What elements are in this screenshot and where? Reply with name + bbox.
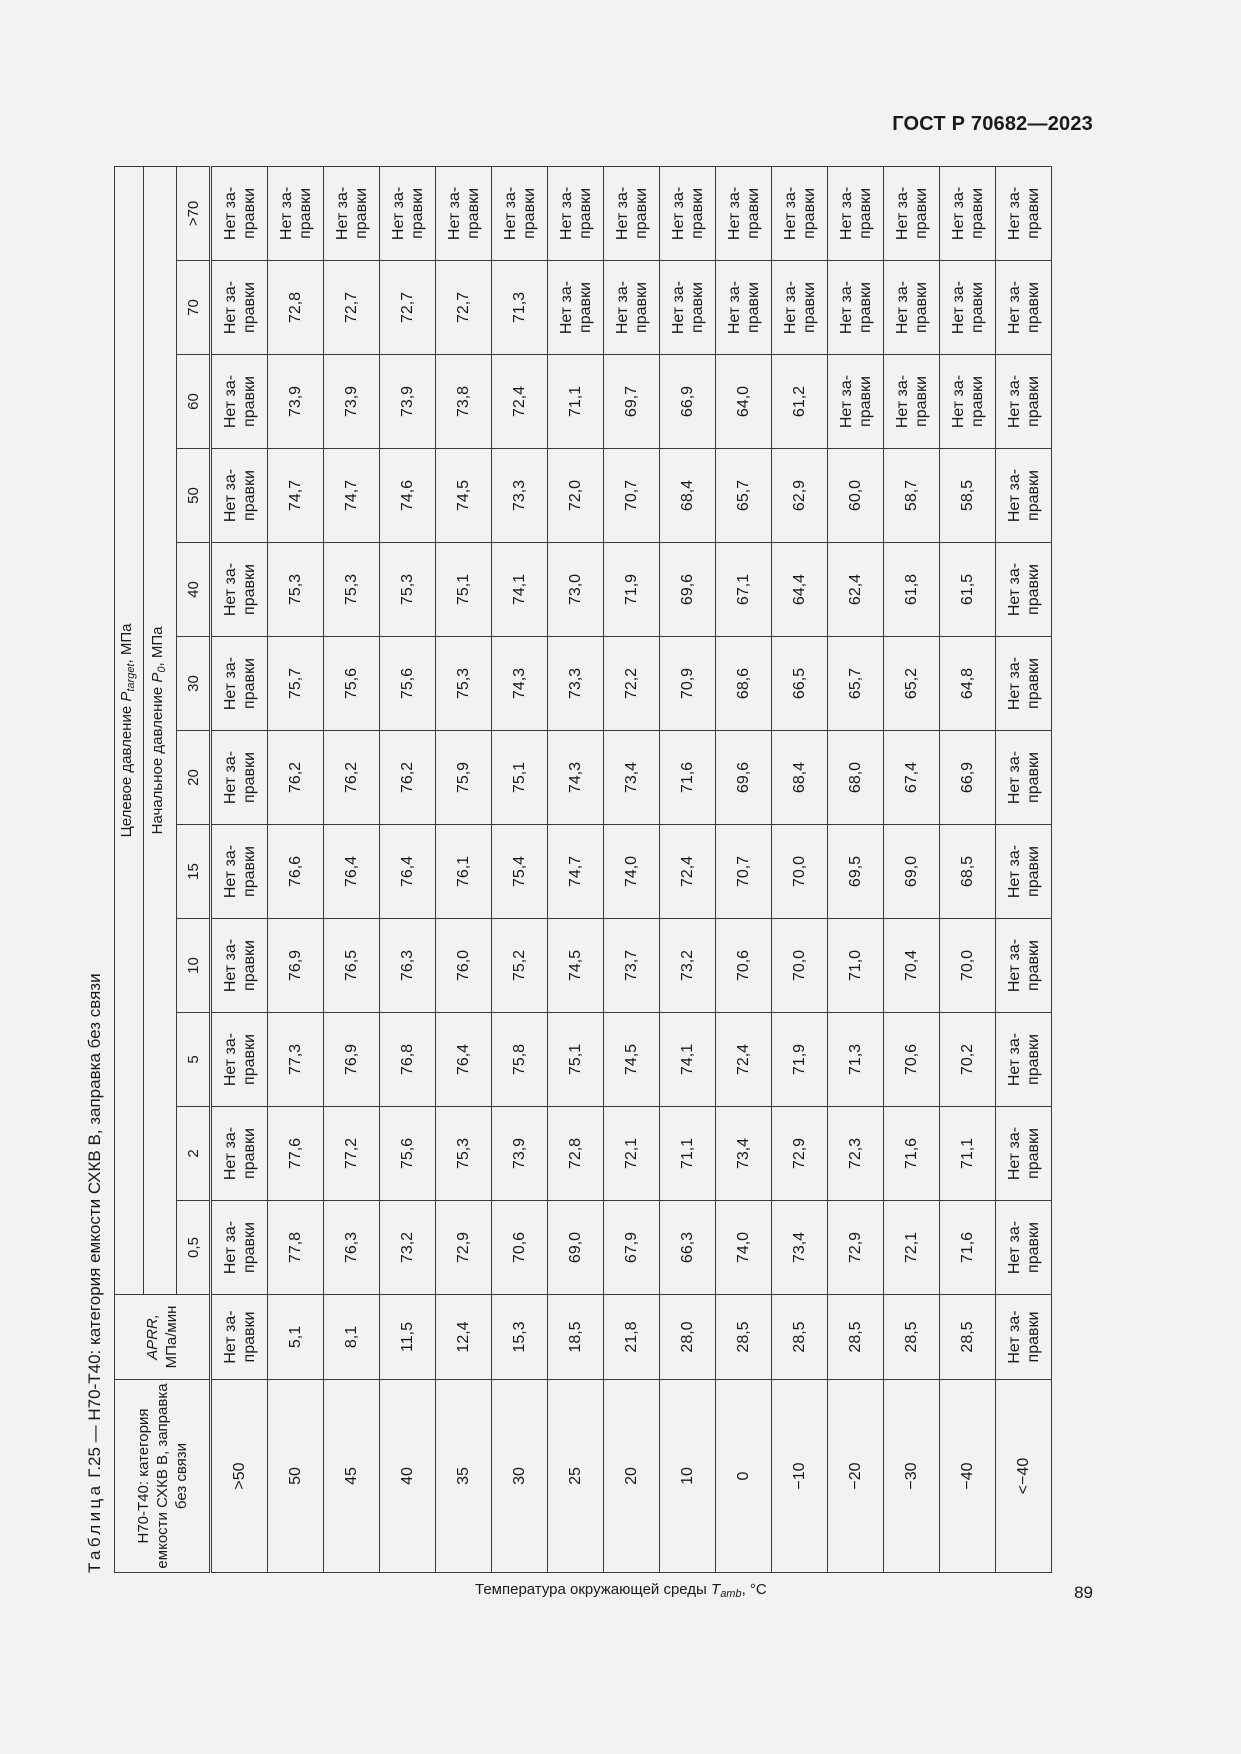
value-cell: 76,8 xyxy=(380,1013,436,1107)
aprr-cell: 5,1 xyxy=(268,1295,324,1380)
value-cell: 62,4 xyxy=(828,543,884,637)
value-cell: 66,3 xyxy=(660,1201,716,1295)
temperature-cell: 10 xyxy=(660,1380,716,1573)
value-cell: 76,4 xyxy=(380,825,436,919)
value-cell: 72,9 xyxy=(828,1201,884,1295)
temperature-cell: 25 xyxy=(548,1380,604,1573)
value-cell: Нет за-правки xyxy=(996,731,1052,825)
value-cell: Нет за-правки xyxy=(604,261,660,355)
value-cell: 73,4 xyxy=(772,1201,828,1295)
table-caption-text: Г.25 — H70-T40: категория емкости СХКВ В, заправка без связи xyxy=(85,973,104,1483)
value-cell: Нет за-правки xyxy=(996,919,1052,1013)
value-cell: Нет за-правки xyxy=(548,261,604,355)
aprr-cell: 12,4 xyxy=(436,1295,492,1380)
value-cell: 76,9 xyxy=(268,919,324,1013)
pressure-column-header: 2 xyxy=(177,1107,211,1201)
value-cell: Нет за-правки xyxy=(211,261,268,355)
value-cell: 61,5 xyxy=(940,543,996,637)
value-cell: 75,8 xyxy=(492,1013,548,1107)
document-standard-number: ГОСТ Р 70682—2023 xyxy=(892,113,1093,135)
value-cell: Нет за-правки xyxy=(828,261,884,355)
temperature-cell: 45 xyxy=(324,1380,380,1573)
temperature-cell: 30 xyxy=(492,1380,548,1573)
pressure-column-header: 70 xyxy=(177,261,211,355)
value-cell: 75,3 xyxy=(380,543,436,637)
value-cell: 71,9 xyxy=(772,1013,828,1107)
aprr-cell: 28,5 xyxy=(772,1295,828,1380)
value-cell: 72,8 xyxy=(548,1107,604,1201)
target-pressure-header: Целевое давление $P_{target}$, МПа xyxy=(115,166,144,1294)
table-row xyxy=(828,166,884,1572)
value-cell: 71,0 xyxy=(828,919,884,1013)
ambient-temperature-label: Температура окружающей среды $T_{amb}$, °С xyxy=(474,1581,767,1600)
aprr-cell: Нет за-правки xyxy=(996,1295,1052,1380)
value-cell: 73,4 xyxy=(716,1107,772,1201)
value-cell: 73,3 xyxy=(548,637,604,731)
value-cell: 72,7 xyxy=(380,261,436,355)
value-cell: 75,6 xyxy=(380,1107,436,1201)
value-cell: Нет за-правки xyxy=(211,449,268,543)
value-cell: 76,3 xyxy=(324,1201,380,1295)
value-cell: 71,1 xyxy=(660,1107,716,1201)
value-cell: Нет за-правки xyxy=(996,261,1052,355)
aprr-cell: 28,5 xyxy=(884,1295,940,1380)
value-cell: 72,9 xyxy=(772,1107,828,1201)
temperature-cell: 40 xyxy=(380,1380,436,1573)
value-cell: Нет за-правки xyxy=(211,1107,268,1201)
value-cell: Нет за-правки xyxy=(716,166,772,260)
value-cell: 74,7 xyxy=(548,825,604,919)
aprr-cell: 28,5 xyxy=(828,1295,884,1380)
value-cell: 77,2 xyxy=(324,1107,380,1201)
value-cell: Нет за-правки xyxy=(996,355,1052,449)
value-cell: 75,1 xyxy=(492,731,548,825)
value-cell: Нет за-правки xyxy=(996,543,1052,637)
aprr-unit: МПа/мин xyxy=(163,1305,180,1369)
aprr-cell: 28,0 xyxy=(660,1295,716,1380)
temperature-cell: −40 xyxy=(940,1380,996,1573)
temperature-cell: 0 xyxy=(716,1380,772,1573)
value-cell: 69,0 xyxy=(548,1201,604,1295)
table-row xyxy=(660,166,716,1572)
table-row xyxy=(380,166,436,1572)
table-row xyxy=(940,166,996,1572)
aprr-cell: 28,5 xyxy=(940,1295,996,1380)
table-row xyxy=(604,166,660,1572)
value-cell: Нет за-правки xyxy=(940,261,996,355)
table-row xyxy=(716,166,772,1572)
value-cell: 72,4 xyxy=(716,1013,772,1107)
value-cell: 71,1 xyxy=(940,1107,996,1201)
value-cell: 74,0 xyxy=(716,1201,772,1295)
temperature-cell: 20 xyxy=(604,1380,660,1573)
value-cell: 71,6 xyxy=(940,1201,996,1295)
value-cell: Нет за-правки xyxy=(828,166,884,260)
value-cell: Нет за-правки xyxy=(380,166,436,260)
value-cell: Нет за-правки xyxy=(884,261,940,355)
value-cell: 69,7 xyxy=(604,355,660,449)
value-cell: 72,3 xyxy=(828,1107,884,1201)
value-cell: 66,9 xyxy=(940,731,996,825)
value-cell: 71,9 xyxy=(604,543,660,637)
value-cell: 74,5 xyxy=(436,449,492,543)
value-cell: 75,3 xyxy=(324,543,380,637)
value-cell: 73,9 xyxy=(380,355,436,449)
value-cell: Нет за-правки xyxy=(211,637,268,731)
value-cell: Нет за-правки xyxy=(492,166,548,260)
table-row xyxy=(548,166,604,1572)
value-cell: 77,6 xyxy=(268,1107,324,1201)
value-cell: 70,0 xyxy=(940,919,996,1013)
table-caption xyxy=(82,179,114,1573)
value-cell: 73,2 xyxy=(380,1201,436,1295)
value-cell: 60,0 xyxy=(828,449,884,543)
table-row xyxy=(268,166,324,1572)
value-cell: 75,1 xyxy=(436,543,492,637)
value-cell: Нет за-правки xyxy=(211,1201,268,1295)
value-cell: 68,0 xyxy=(828,731,884,825)
value-cell: 76,0 xyxy=(436,919,492,1013)
value-cell: 58,5 xyxy=(940,449,996,543)
value-cell: 68,4 xyxy=(772,731,828,825)
value-cell: 72,0 xyxy=(548,449,604,543)
value-cell: 70,6 xyxy=(884,1013,940,1107)
value-cell: Нет за-правки xyxy=(772,166,828,260)
value-cell: 73,4 xyxy=(604,731,660,825)
temperature-cell: 35 xyxy=(436,1380,492,1573)
value-cell: 76,2 xyxy=(380,731,436,825)
value-cell: 73,9 xyxy=(492,1107,548,1201)
table-row xyxy=(492,166,548,1572)
value-cell: 64,0 xyxy=(716,355,772,449)
value-cell: 70,0 xyxy=(772,919,828,1013)
value-cell: Нет за-правки xyxy=(268,166,324,260)
value-cell: Нет за-правки xyxy=(604,166,660,260)
value-cell: 71,1 xyxy=(548,355,604,449)
value-cell: 71,6 xyxy=(884,1107,940,1201)
value-cell: 75,7 xyxy=(268,637,324,731)
value-cell: Нет за-правки xyxy=(996,637,1052,731)
page-number: 89 xyxy=(1074,1583,1093,1602)
value-cell: 64,8 xyxy=(940,637,996,731)
value-cell: 67,4 xyxy=(884,731,940,825)
value-cell: Нет за-правки xyxy=(996,1013,1052,1107)
value-cell: 62,9 xyxy=(772,449,828,543)
value-cell: 76,5 xyxy=(324,919,380,1013)
value-cell: Нет за-правки xyxy=(884,166,940,260)
aprr-cell: 15,3 xyxy=(492,1295,548,1380)
value-cell: Нет за-правки xyxy=(772,261,828,355)
aprr-cell: 11,5 xyxy=(380,1295,436,1380)
aprr-label: APRR, xyxy=(144,1314,161,1360)
value-cell: 75,1 xyxy=(548,1013,604,1107)
value-cell: Нет за-правки xyxy=(211,166,268,260)
table-row xyxy=(324,166,380,1572)
corner-label: H70-T40: категория емкости СХКВ В, заправка без связи xyxy=(115,1380,211,1573)
value-cell: 71,3 xyxy=(492,261,548,355)
aprr-cell: Нет за-правки xyxy=(211,1295,268,1380)
table-row xyxy=(996,166,1052,1572)
value-cell: 75,3 xyxy=(436,1107,492,1201)
value-cell: 75,6 xyxy=(324,637,380,731)
value-cell: 73,0 xyxy=(548,543,604,637)
value-cell: Нет за-правки xyxy=(436,166,492,260)
value-cell: 70,0 xyxy=(772,825,828,919)
value-cell: 74,7 xyxy=(324,449,380,543)
value-cell: 73,8 xyxy=(436,355,492,449)
value-cell: 69,5 xyxy=(828,825,884,919)
value-cell: 77,3 xyxy=(268,1013,324,1107)
pressure-column-header: >70 xyxy=(177,166,211,260)
table-caption-word: Таблица xyxy=(85,1482,104,1573)
table-row xyxy=(436,166,492,1572)
value-cell: 72,7 xyxy=(436,261,492,355)
value-cell: 72,2 xyxy=(604,637,660,731)
value-cell: Нет за-правки xyxy=(211,731,268,825)
value-cell: Нет за-правки xyxy=(940,355,996,449)
value-cell: Нет за-правки xyxy=(828,355,884,449)
pressure-column-header: 10 xyxy=(177,919,211,1013)
value-cell: Нет за-правки xyxy=(211,919,268,1013)
value-cell: 75,4 xyxy=(492,825,548,919)
aprr-cell: 18,5 xyxy=(548,1295,604,1380)
value-cell: 74,7 xyxy=(268,449,324,543)
value-cell: 74,5 xyxy=(548,919,604,1013)
value-cell: 75,3 xyxy=(436,637,492,731)
value-cell: Нет за-правки xyxy=(211,543,268,637)
value-cell: 77,8 xyxy=(268,1201,324,1295)
pressure-column-header: 50 xyxy=(177,449,211,543)
value-cell: Нет за-правки xyxy=(660,261,716,355)
temperature-cell: >50 xyxy=(211,1380,268,1573)
table-row xyxy=(884,166,940,1572)
value-cell: 71,3 xyxy=(828,1013,884,1107)
value-cell: 76,1 xyxy=(436,825,492,919)
value-cell: 74,0 xyxy=(604,825,660,919)
value-cell: 69,6 xyxy=(716,731,772,825)
value-cell: Нет за-правки xyxy=(548,166,604,260)
value-cell: 72,1 xyxy=(604,1107,660,1201)
pressure-column-header: 60 xyxy=(177,355,211,449)
value-cell: 67,9 xyxy=(604,1201,660,1295)
temperature-cell: −10 xyxy=(772,1380,828,1573)
table-row xyxy=(772,166,828,1572)
value-cell: Нет за-правки xyxy=(211,1013,268,1107)
value-cell: 76,6 xyxy=(268,825,324,919)
value-cell: 76,3 xyxy=(380,919,436,1013)
value-cell: 74,3 xyxy=(548,731,604,825)
pressure-column-header: 30 xyxy=(177,637,211,731)
value-cell: 72,7 xyxy=(324,261,380,355)
value-cell: Нет за-правки xyxy=(996,825,1052,919)
value-cell: 69,6 xyxy=(660,543,716,637)
value-cell: 58,7 xyxy=(884,449,940,543)
value-cell: 74,3 xyxy=(492,637,548,731)
table-body xyxy=(211,166,1052,1572)
value-cell: 64,4 xyxy=(772,543,828,637)
value-cell: Нет за-правки xyxy=(716,261,772,355)
value-cell: 65,2 xyxy=(884,637,940,731)
value-cell: 73,9 xyxy=(324,355,380,449)
pressure-column-header: 20 xyxy=(177,731,211,825)
aprr-cell: 8,1 xyxy=(324,1295,380,1380)
value-cell: Нет за-правки xyxy=(211,355,268,449)
value-cell: 76,4 xyxy=(324,825,380,919)
value-cell: 72,4 xyxy=(660,825,716,919)
value-cell: 76,2 xyxy=(268,731,324,825)
value-cell: 73,2 xyxy=(660,919,716,1013)
value-cell: 73,9 xyxy=(268,355,324,449)
value-cell: 74,1 xyxy=(492,543,548,637)
value-cell: Нет за-правки xyxy=(940,166,996,260)
value-cell: 72,9 xyxy=(436,1201,492,1295)
value-cell: Нет за-правки xyxy=(660,166,716,260)
value-cell: 75,2 xyxy=(492,919,548,1013)
value-cell: 74,1 xyxy=(660,1013,716,1107)
value-cell: 65,7 xyxy=(716,449,772,543)
value-cell: Нет за-правки xyxy=(324,166,380,260)
refueling-table xyxy=(114,166,1052,1573)
value-cell: Нет за-правки xyxy=(211,825,268,919)
value-cell: 70,4 xyxy=(884,919,940,1013)
value-cell: 69,0 xyxy=(884,825,940,919)
value-cell: 74,6 xyxy=(380,449,436,543)
value-cell: 66,5 xyxy=(772,637,828,731)
value-cell: 72,1 xyxy=(884,1201,940,1295)
aprr-cell: 21,8 xyxy=(604,1295,660,1380)
value-cell: Нет за-правки xyxy=(996,166,1052,260)
value-cell: 68,4 xyxy=(660,449,716,543)
pressure-column-header: 15 xyxy=(177,825,211,919)
value-cell: 65,7 xyxy=(828,637,884,731)
value-cell: 75,3 xyxy=(268,543,324,637)
rotated-table-area xyxy=(82,179,1042,1600)
value-cell: Нет за-правки xyxy=(996,1201,1052,1295)
value-cell: Нет за-правки xyxy=(996,1107,1052,1201)
temperature-cell: 50 xyxy=(268,1380,324,1573)
value-cell: 67,1 xyxy=(716,543,772,637)
value-cell: 75,6 xyxy=(380,637,436,731)
value-cell: 70,7 xyxy=(716,825,772,919)
value-cell: 72,8 xyxy=(268,261,324,355)
pressure-column-header: 40 xyxy=(177,543,211,637)
initial-pressure-header: Начальное давление $P_0$, МПа xyxy=(144,166,177,1294)
value-cell: 73,7 xyxy=(604,919,660,1013)
pressure-column-header: 0,5 xyxy=(177,1201,211,1295)
temperature-cell: <−40 xyxy=(996,1380,1052,1573)
value-cell: 70,7 xyxy=(604,449,660,543)
temperature-cell: −30 xyxy=(884,1380,940,1573)
value-cell: 75,9 xyxy=(436,731,492,825)
value-cell: 61,2 xyxy=(772,355,828,449)
value-cell: 70,9 xyxy=(660,637,716,731)
value-cell: 66,9 xyxy=(660,355,716,449)
value-cell: Нет за-правки xyxy=(884,355,940,449)
pressure-column-header: 5 xyxy=(177,1013,211,1107)
value-cell: 72,4 xyxy=(492,355,548,449)
temperature-cell: −20 xyxy=(828,1380,884,1573)
table-row xyxy=(211,166,268,1572)
value-cell: 76,4 xyxy=(436,1013,492,1107)
value-cell: Нет за-правки xyxy=(996,449,1052,543)
value-cell: 76,9 xyxy=(324,1013,380,1107)
value-cell: 74,5 xyxy=(604,1013,660,1107)
value-cell: 70,2 xyxy=(940,1013,996,1107)
value-cell: 70,6 xyxy=(716,919,772,1013)
value-cell: 70,6 xyxy=(492,1201,548,1295)
value-cell: 68,6 xyxy=(716,637,772,731)
value-cell: 61,8 xyxy=(884,543,940,637)
aprr-cell: 28,5 xyxy=(716,1295,772,1380)
value-cell: 76,2 xyxy=(324,731,380,825)
value-cell: 71,6 xyxy=(660,731,716,825)
aprr-header xyxy=(115,1295,211,1380)
value-cell: 68,5 xyxy=(940,825,996,919)
value-cell: 73,3 xyxy=(492,449,548,543)
